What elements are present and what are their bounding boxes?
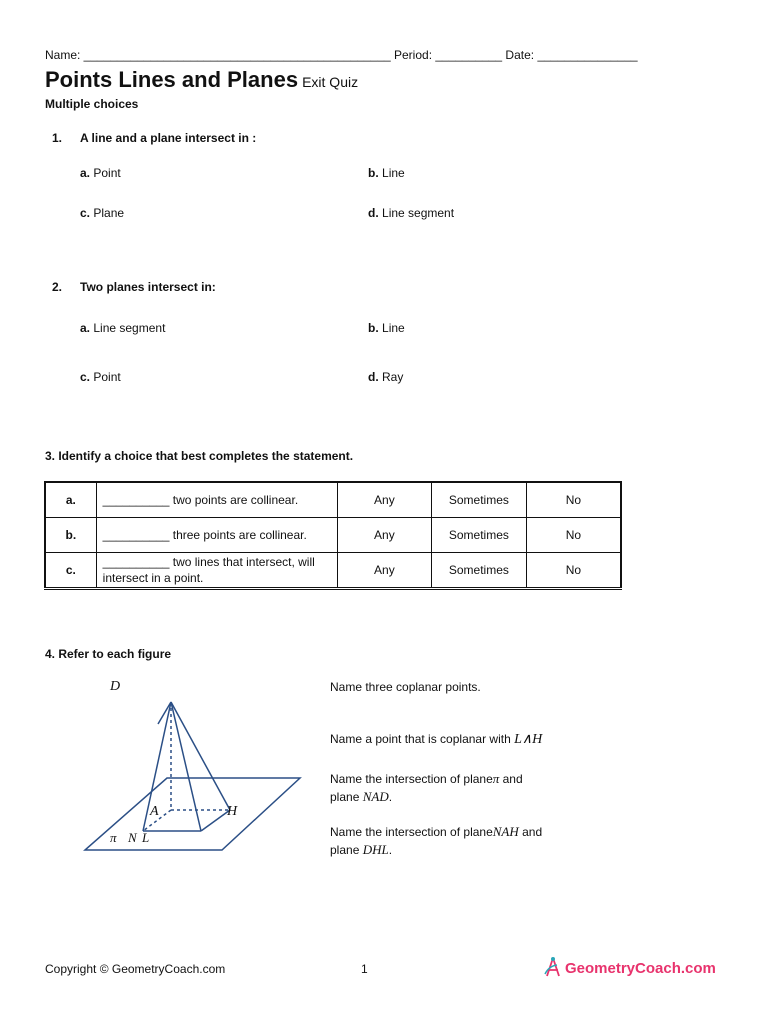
prompt-text: . <box>388 790 393 804</box>
q1-option-c <box>80 206 124 220</box>
name-period-date-line: Name: ______________________________________________ Period: __________ Date: _______________ <box>45 48 638 62</box>
prompt-math: NAD <box>362 789 389 804</box>
choice-sometimes[interactable]: Sometimes <box>432 482 527 518</box>
q2-option-b <box>368 321 405 335</box>
q2-text: Two planes intersect in: <box>80 280 216 294</box>
figure-lines <box>85 702 300 850</box>
q1-number: 1. <box>52 131 63 145</box>
row-statement: __________ three points are collinear. <box>96 518 337 553</box>
q4-prompt-3-line2 <box>330 789 392 805</box>
label-H: H <box>227 804 238 819</box>
q2-option-c <box>80 370 121 384</box>
row-label: b. <box>45 518 96 553</box>
row-label: a. <box>45 482 96 518</box>
table-row <box>45 518 621 553</box>
prompt-text: Name the intersection of plane <box>330 825 493 839</box>
q2-option-d <box>368 370 403 384</box>
pyramid-plane-figure <box>80 672 310 862</box>
row-statement: __________ two points are collinear. <box>96 482 337 518</box>
option-letter: c. <box>80 370 91 384</box>
label-D: D <box>110 679 121 694</box>
option-text: Point <box>93 166 121 180</box>
option-letter: a. <box>80 166 91 180</box>
option-letter: b. <box>368 321 379 335</box>
choice-no[interactable]: No <box>526 482 621 518</box>
choice-sometimes[interactable]: Sometimes <box>432 518 527 553</box>
prompt-text: Name a point that is coplanar with <box>330 732 515 746</box>
footer-copyright: Copyright © GeometryCoach.com <box>45 962 226 976</box>
choice-any[interactable]: Any <box>337 553 431 589</box>
q1-option-a <box>80 166 121 180</box>
option-text: Point <box>93 370 121 384</box>
choice-sometimes[interactable]: Sometimes <box>432 553 527 589</box>
label-L: L <box>142 830 150 845</box>
prompt-math: NAH <box>492 824 519 839</box>
brand-name[interactable]: GeometryCoach.com <box>565 959 716 977</box>
q4-prompt-2 <box>330 731 542 748</box>
row-statement: __________ two lines that intersect, will intersect in a point. <box>96 553 337 589</box>
q4-prompt-3-line1 <box>330 771 523 787</box>
section-heading: Multiple choices <box>45 97 139 111</box>
option-text: Plane <box>93 206 125 220</box>
q4-prompt-1: Name three coplanar points. <box>330 680 481 694</box>
q4-prompt-4-line1 <box>330 824 542 840</box>
lateral-edge <box>171 702 201 831</box>
title-subtitle: Exit Quiz <box>302 74 359 90</box>
table-row <box>45 482 621 518</box>
base-edge-right <box>201 810 230 831</box>
prompt-text: and <box>499 772 523 786</box>
choice-any[interactable]: Any <box>337 518 431 553</box>
choice-any[interactable]: Any <box>337 482 431 518</box>
q4-heading: 4. Refer to each figure <box>45 647 172 661</box>
table-row <box>45 553 621 589</box>
q2-number: 2. <box>52 280 63 294</box>
q3-heading: 3. Identify a choice that best completes the statement. <box>45 449 354 463</box>
q2-option-a <box>80 321 165 335</box>
prompt-math: π <box>492 771 500 786</box>
page-title <box>45 67 358 93</box>
row-label: c. <box>45 553 96 589</box>
label-N: N <box>128 830 137 845</box>
prompt-text: plane <box>330 843 363 857</box>
footer-page-number: 1 <box>361 962 368 976</box>
label-A: A <box>150 804 159 819</box>
option-letter: a. <box>80 321 91 335</box>
option-letter: d. <box>368 206 379 220</box>
choice-no[interactable]: No <box>526 518 621 553</box>
option-text: Line <box>382 166 405 180</box>
prompt-text: plane <box>330 790 363 804</box>
prompt-text: Name the intersection of plane <box>330 772 493 786</box>
brand-compass-icon <box>543 956 565 980</box>
prompt-text: . <box>388 843 393 857</box>
title-main: Points Lines and Planes <box>45 67 299 92</box>
prompt-text: and <box>518 825 543 839</box>
option-letter: c. <box>80 206 91 220</box>
footer-brand-logo <box>543 956 716 980</box>
q1-text: A line and a plane intersect in : <box>80 131 257 145</box>
q4-prompt-4-line2 <box>330 842 392 858</box>
option-text: Line <box>382 321 405 335</box>
statement-table <box>44 481 622 590</box>
label-pi: π <box>110 830 117 845</box>
q1-option-b <box>368 166 405 180</box>
prompt-math: L∧H <box>514 732 543 747</box>
q1-option-d <box>368 206 454 220</box>
lateral-edge <box>171 702 230 810</box>
option-letter: b. <box>368 166 379 180</box>
prompt-math: DHL <box>362 842 389 857</box>
option-letter: d. <box>368 370 379 384</box>
option-text: Line segment <box>382 206 455 220</box>
option-text: Ray <box>382 370 404 384</box>
plane-pi <box>85 778 300 850</box>
choice-no[interactable]: No <box>526 553 621 589</box>
option-text: Line segment <box>93 321 166 335</box>
